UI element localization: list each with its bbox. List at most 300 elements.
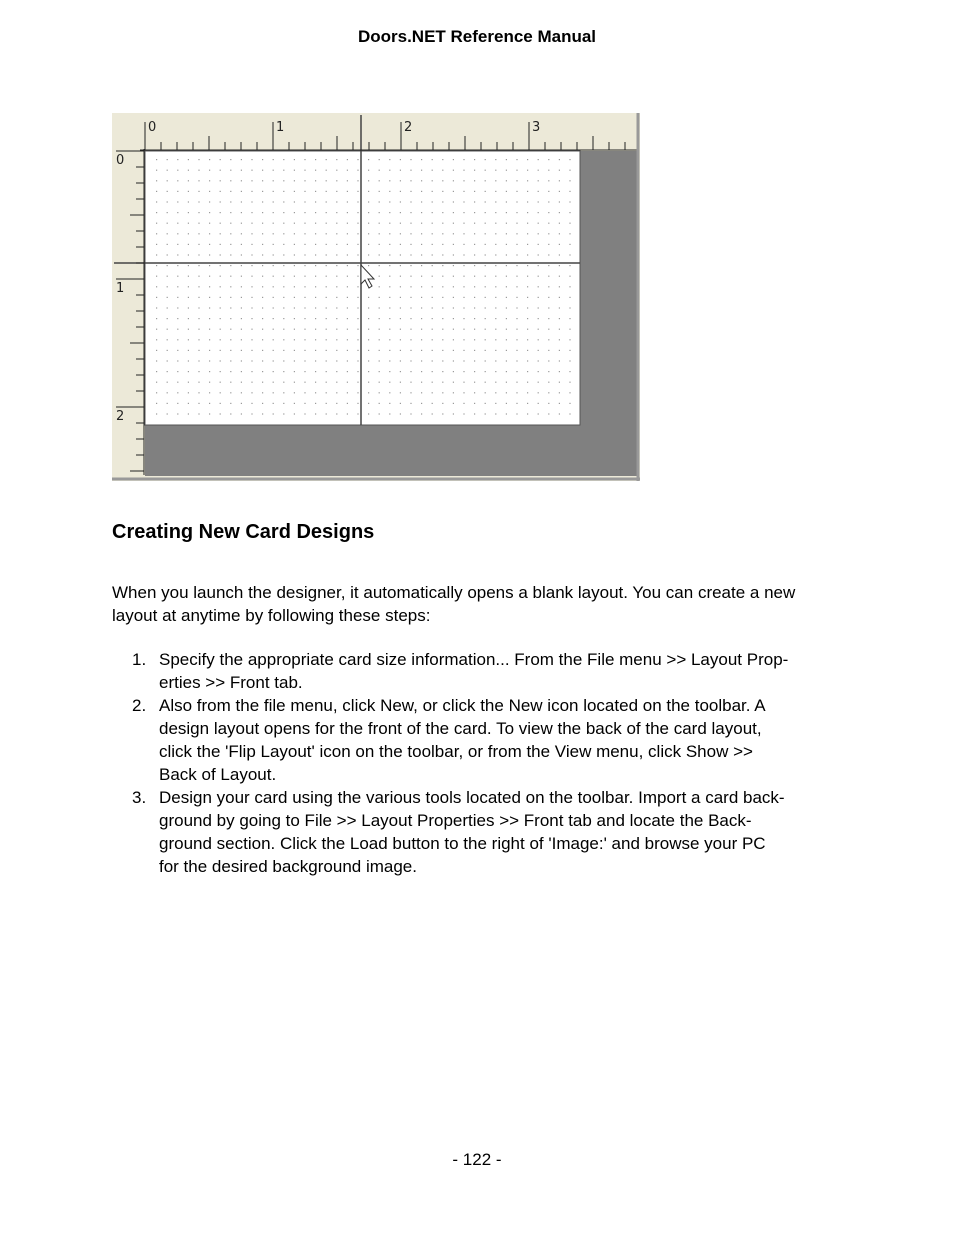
grid-dot [336,413,337,414]
grid-dot [209,403,210,404]
grid-dot [220,318,221,319]
grid-dot [188,265,189,266]
grid-dot [315,276,316,277]
grid-dot [432,382,433,383]
grid-dot [294,350,295,351]
grid-dot [347,170,348,171]
grid-dot [548,276,549,277]
grid-dot [336,307,337,308]
grid-dot [294,254,295,255]
grid-dot [410,382,411,383]
grid-dot [336,265,337,266]
grid-dot [410,254,411,255]
grid-dot [389,329,390,330]
step-line: erties >> Front tab. [159,673,303,692]
grid-dot [283,350,284,351]
grid-dot [262,371,263,372]
grid-dot [220,254,221,255]
grid-dot [516,392,517,393]
grid-dot [188,403,189,404]
grid-dot [273,360,274,361]
grid-dot [273,382,274,383]
grid-dot [326,233,327,234]
grid-dot [379,350,380,351]
grid-dot [559,286,560,287]
grid-dot [400,276,401,277]
grid-dot [167,265,168,266]
grid-dot [463,159,464,160]
grid-dot [400,339,401,340]
grid-dot [156,286,157,287]
grid-dot [474,392,475,393]
grid-dot [559,276,560,277]
grid-dot [315,233,316,234]
grid-dot [442,233,443,234]
grid-dot [326,286,327,287]
grid-dot [251,223,252,224]
grid-dot [421,159,422,160]
grid-dot [198,318,199,319]
grid-dot [336,191,337,192]
grid-dot [474,244,475,245]
grid-dot [230,191,231,192]
grid-dot [548,244,549,245]
grid-dot [400,191,401,192]
grid-dot [474,371,475,372]
grid-dot [368,350,369,351]
grid-dot [506,318,507,319]
grid-dot [347,223,348,224]
grid-dot [209,233,210,234]
grid-dot [167,339,168,340]
step-line: ground by going to File >> Layout Properties >> Front tab and locate the Back- [159,811,752,830]
card-designer-screenshot [112,113,640,481]
grid-dot [304,191,305,192]
step-line: Also from the file menu, click New, or click the New icon located on the toolbar. A [159,696,766,715]
grid-dot [209,339,210,340]
grid-dot [209,254,210,255]
grid-dot [538,413,539,414]
grid-dot [569,265,570,266]
step-line: click the 'Flip Layout' icon on the toolbar, or from the View menu, click Show >> [159,742,753,761]
grid-dot [230,201,231,202]
grid-dot [177,180,178,181]
grid-dot [347,339,348,340]
grid-dot [442,276,443,277]
grid-dot [220,233,221,234]
grid-dot [559,382,560,383]
grid-dot [548,254,549,255]
grid-dot [389,223,390,224]
grid-dot [538,212,539,213]
grid-dot [315,180,316,181]
grid-dot [410,233,411,234]
grid-dot [538,318,539,319]
grid-dot [209,244,210,245]
grid-dot [167,244,168,245]
grid-dot [283,212,284,213]
grid-dot [400,233,401,234]
grid-dot [474,339,475,340]
grid-dot [167,276,168,277]
grid-dot [410,276,411,277]
grid-dot [273,339,274,340]
grid-dot [188,360,189,361]
grid-dot [304,403,305,404]
grid-dot [485,159,486,160]
grid-dot [368,339,369,340]
grid-dot [527,339,528,340]
grid-dot [326,191,327,192]
grid-dot [474,233,475,234]
grid-dot [453,233,454,234]
grid-dot [485,392,486,393]
grid-dot [188,297,189,298]
grid-dot [463,170,464,171]
grid-dot [220,223,221,224]
grid-dot [241,371,242,372]
grid-dot [262,360,263,361]
grid-dot [347,244,348,245]
grid-dot [548,265,549,266]
grid-dot [368,329,369,330]
grid-dot [326,307,327,308]
grid-dot [283,201,284,202]
grid-dot [432,297,433,298]
grid-dot [167,254,168,255]
grid-dot [516,360,517,361]
grid-dot [495,350,496,351]
grid-dot [569,191,570,192]
grid-dot [410,180,411,181]
grid-dot [209,360,210,361]
grid-dot [156,360,157,361]
grid-dot [198,244,199,245]
grid-dot [559,212,560,213]
grid-dot [495,254,496,255]
grid-dot [506,233,507,234]
grid-dot [177,170,178,171]
grid-dot [283,276,284,277]
grid-dot [474,265,475,266]
grid-dot [220,350,221,351]
grid-dot [262,297,263,298]
grid-dot [379,286,380,287]
grid-dot [495,329,496,330]
grid-dot [262,180,263,181]
grid-dot [474,201,475,202]
grid-dot [241,201,242,202]
grid-dot [357,191,358,192]
grid-dot [485,297,486,298]
grid-dot [379,307,380,308]
grid-dot [474,191,475,192]
grid-dot [495,286,496,287]
grid-dot [389,180,390,181]
grid-dot [569,339,570,340]
grid-dot [538,403,539,404]
grid-dot [156,371,157,372]
grid-dot [357,392,358,393]
grid-dot [209,170,210,171]
grid-dot [241,350,242,351]
grid-dot [400,201,401,202]
grid-dot [209,265,210,266]
step-number: 2. [132,696,147,715]
grid-dot [283,286,284,287]
grid-dot [326,360,327,361]
grid-dot [347,297,348,298]
grid-dot [485,318,486,319]
grid-dot [485,350,486,351]
grid-dot [188,254,189,255]
grid-dot [400,244,401,245]
grid-dot [474,254,475,255]
grid-dot [463,392,464,393]
grid-dot [177,360,178,361]
grid-dot [527,307,528,308]
grid-dot [569,329,570,330]
grid-dot [347,286,348,287]
grid-dot [220,201,221,202]
grid-dot [485,360,486,361]
step-item [112,786,852,878]
grid-dot [230,413,231,414]
steps-list [112,648,852,878]
grid-dot [156,403,157,404]
grid-dot [251,276,252,277]
grid-dot [379,413,380,414]
grid-dot [368,403,369,404]
grid-dot [262,329,263,330]
grid-dot [251,244,252,245]
grid-dot [527,265,528,266]
grid-dot [315,339,316,340]
grid-dot [188,382,189,383]
grid-dot [527,329,528,330]
grid-dot [283,339,284,340]
grid-dot [220,403,221,404]
grid-dot [241,276,242,277]
grid-dot [198,159,199,160]
grid-dot [209,223,210,224]
grid-dot [188,191,189,192]
grid-dot [453,382,454,383]
grid-dot [400,254,401,255]
grid-dot [283,223,284,224]
grid-dot [389,371,390,372]
grid-dot [262,286,263,287]
grid-dot [304,297,305,298]
grid-dot [230,159,231,160]
grid-dot [294,286,295,287]
grid-dot [516,329,517,330]
grid-dot [209,297,210,298]
section-heading: Creating New Card Designs [112,521,375,543]
grid-dot [357,413,358,414]
grid-dot [304,286,305,287]
grid-dot [315,212,316,213]
grid-dot [251,297,252,298]
grid-dot [220,392,221,393]
grid-dot [379,403,380,404]
grid-dot [262,413,263,414]
grid-dot [527,286,528,287]
grid-dot [262,350,263,351]
grid-dot [230,276,231,277]
grid-dot [421,276,422,277]
grid-dot [453,329,454,330]
grid-dot [463,191,464,192]
grid-dot [559,360,560,361]
grid-dot [453,413,454,414]
grid-dot [368,223,369,224]
grid-dot [273,350,274,351]
grid-dot [506,360,507,361]
grid-dot [485,403,486,404]
grid-dot [485,382,486,383]
grid-dot [432,233,433,234]
grid-dot [304,339,305,340]
grid-dot [273,254,274,255]
grid-dot [442,159,443,160]
grid-dot [177,307,178,308]
grid-dot [527,201,528,202]
grid-dot [230,223,231,224]
grid-dot [273,371,274,372]
grid-dot [453,339,454,340]
grid-dot [294,297,295,298]
grid-dot [262,382,263,383]
grid-dot [251,392,252,393]
grid-dot [326,339,327,340]
grid-dot [315,392,316,393]
grid-dot [495,339,496,340]
grid-dot [294,339,295,340]
grid-dot [368,265,369,266]
grid-dot [304,244,305,245]
grid-dot [177,329,178,330]
grid-dot [251,360,252,361]
grid-dot [463,307,464,308]
grid-dot [156,382,157,383]
grid-dot [315,360,316,361]
grid-dot [177,223,178,224]
grid-dot [357,223,358,224]
grid-dot [506,413,507,414]
grid-dot [421,254,422,255]
grid-dot [304,307,305,308]
ruler-left-label: 1 [116,281,125,296]
grid-dot [453,265,454,266]
grid-dot [230,403,231,404]
grid-dot [548,413,549,414]
grid-dot [156,413,157,414]
grid-dot [177,339,178,340]
grid-dot [156,223,157,224]
grid-dot [527,371,528,372]
grid-dot [251,350,252,351]
grid-dot [400,297,401,298]
grid-dot [273,265,274,266]
grid-dot [379,371,380,372]
grid-dot [198,297,199,298]
grid-dot [559,180,560,181]
grid-dot [209,191,210,192]
grid-dot [548,360,549,361]
grid-dot [421,233,422,234]
grid-dot [421,350,422,351]
grid-dot [453,254,454,255]
grid-dot [209,307,210,308]
grid-dot [538,265,539,266]
grid-dot [400,170,401,171]
grid-dot [357,339,358,340]
grid-dot [548,318,549,319]
grid-dot [230,244,231,245]
grid-dot [283,254,284,255]
grid-dot [188,180,189,181]
grid-dot [357,382,358,383]
grid-dot [294,382,295,383]
grid-dot [304,265,305,266]
grid-dot [421,170,422,171]
grid-dot [379,233,380,234]
grid-dot [559,265,560,266]
grid-dot [188,201,189,202]
grid-dot [569,403,570,404]
grid-dot [495,307,496,308]
grid-dot [485,223,486,224]
grid-dot [432,212,433,213]
grid-dot [273,318,274,319]
grid-dot [442,392,443,393]
grid-dot [569,307,570,308]
grid-dot [273,223,274,224]
grid-dot [516,286,517,287]
ruler-left-label: 2 [116,409,125,424]
grid-dot [432,350,433,351]
grid-dot [220,286,221,287]
grid-dot [220,297,221,298]
grid-dot [410,403,411,404]
grid-dot [262,201,263,202]
grid-dot [177,297,178,298]
grid-dot [368,170,369,171]
grid-dot [400,180,401,181]
grid-dot [453,350,454,351]
grid-dot [357,170,358,171]
grid-dot [357,329,358,330]
grid-dot [421,318,422,319]
grid-dot [516,170,517,171]
grid-dot [315,297,316,298]
grid-dot [357,265,358,266]
grid-dot [273,212,274,213]
grid-dot [495,191,496,192]
grid-dot [294,413,295,414]
grid-dot [220,212,221,213]
grid-dot [463,286,464,287]
grid-dot [294,191,295,192]
grid-dot [209,318,210,319]
grid-dot [538,339,539,340]
grid-dot [326,276,327,277]
grid-dot [506,371,507,372]
step-line: Design your card using the various tools located on the toolbar. Import a card back- [159,788,785,807]
grid-dot [548,350,549,351]
grid-dot [463,350,464,351]
